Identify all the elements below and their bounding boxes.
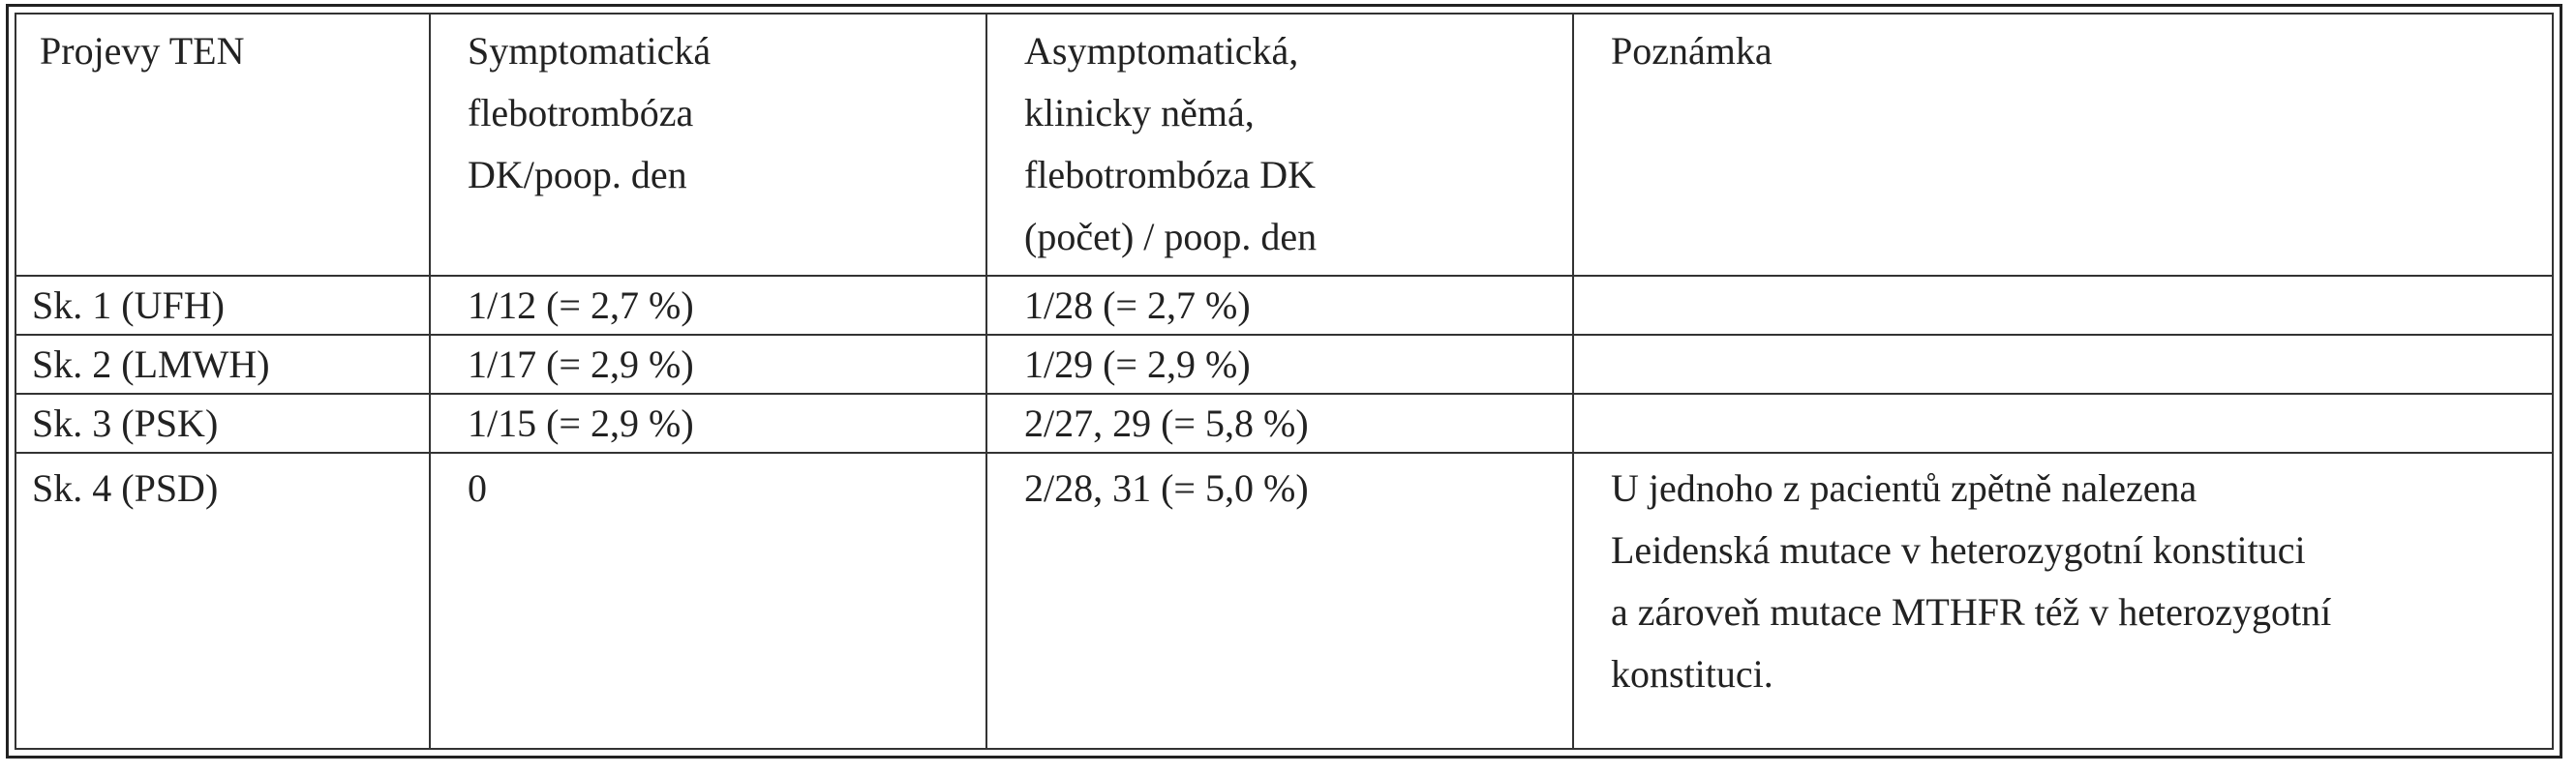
header-line: Poznámka: [1611, 29, 1773, 73]
cell-symptomatic: 0: [430, 453, 986, 749]
cell-asymptomatic: 1/29 (= 2,9 %): [986, 335, 1573, 394]
table-row: [15, 394, 2553, 453]
note-line: konstituci.: [1611, 652, 1773, 696]
cell-group: Sk. 2 (LMWH): [15, 335, 430, 394]
note-line: Leidenská mutace v heterozygotní konstituci: [1611, 528, 2306, 572]
table-frame: [6, 4, 2562, 759]
header-line: DK/poop. den: [468, 153, 687, 196]
header-line: flebotrombóza DK: [1024, 153, 1317, 196]
header-line: (počet) / poop. den: [1024, 215, 1318, 258]
header-line: Asymptomatická,: [1024, 29, 1299, 73]
header-line: Projevy TEN: [40, 29, 245, 73]
cell-asymptomatic: 1/28 (= 2,7 %): [986, 276, 1573, 335]
cell-note: [1573, 453, 2553, 749]
note-line: a zároveň mutace MTHFR též v heterozygotní: [1611, 590, 2332, 634]
results-table: [15, 13, 2554, 750]
cell-symptomatic: 1/12 (= 2,7 %): [430, 276, 986, 335]
cell-asymptomatic: 2/27, 29 (= 5,8 %): [986, 394, 1573, 453]
header-symptomatic: [430, 14, 986, 276]
cell-group: Sk. 1 (UFH): [15, 276, 430, 335]
table-row: [15, 276, 2553, 335]
note-line: U jednoho z pacientů zpětně nalezena: [1611, 466, 2197, 510]
header-projevy-ten: [15, 14, 430, 276]
table-row: [15, 335, 2553, 394]
table-row: [15, 453, 2553, 749]
cell-note: [1573, 335, 2553, 394]
cell-symptomatic: 1/15 (= 2,9 %): [430, 394, 986, 453]
header-asymptomatic: [986, 14, 1573, 276]
cell-note: [1573, 394, 2553, 453]
header-line: Symptomatická: [468, 29, 712, 73]
table-header-row: [15, 14, 2553, 276]
cell-asymptomatic: 2/28, 31 (= 5,0 %): [986, 453, 1573, 749]
cell-group: Sk. 3 (PSK): [15, 394, 430, 453]
cell-group: Sk. 4 (PSD): [15, 453, 430, 749]
cell-note: [1573, 276, 2553, 335]
cell-symptomatic: 1/17 (= 2,9 %): [430, 335, 986, 394]
header-poznamka: [1573, 14, 2553, 276]
header-line: klinicky němá,: [1024, 91, 1255, 134]
header-line: flebotrombóza: [468, 91, 694, 134]
